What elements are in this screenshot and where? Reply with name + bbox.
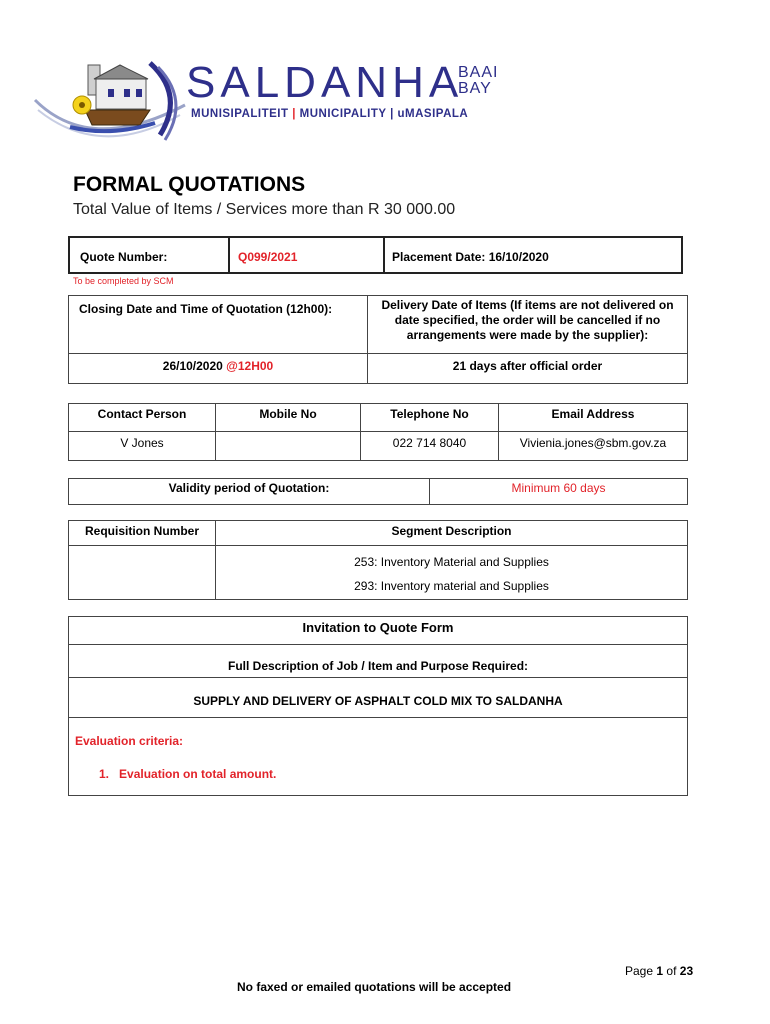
- full-description-value: SUPPLY AND DELIVERY OF ASPHALT COLD MIX TO SALDANHA: [69, 678, 688, 718]
- requisition-number-header: Requisition Number: [69, 521, 216, 546]
- evaluation-criteria: [69, 718, 688, 796]
- invitation-title: Invitation to Quote Form: [69, 617, 688, 645]
- segment-item: 253: Inventory Material and Supplies: [354, 555, 549, 569]
- segment-description-header: Segment Description: [216, 521, 688, 546]
- evaluation-criteria-label: Evaluation criteria:: [75, 734, 184, 748]
- contact-person-value: V Jones: [69, 432, 216, 461]
- contact-person-header: Contact Person: [69, 404, 216, 432]
- validity-table: [68, 478, 688, 505]
- mobile-no-header: Mobile No: [216, 404, 361, 432]
- segment-item: 293: Inventory material and Supplies: [354, 579, 549, 593]
- validity-label: Validity period of Quotation:: [69, 479, 430, 505]
- quote-number-value: Q099/2021: [229, 237, 384, 273]
- validity-value: Minimum 60 days: [430, 479, 688, 505]
- invitation-table: [68, 616, 688, 796]
- telephone-no-header: Telephone No: [361, 404, 499, 432]
- full-description-label: Full Description of Job / Item and Purpose Required:: [69, 645, 688, 678]
- contact-table: [68, 403, 688, 461]
- email-address-value: Vivienia.jones@sbm.gov.za: [499, 432, 688, 461]
- evaluation-criteria-item: 1. Evaluation on total amount.: [99, 767, 277, 781]
- logo-baai-bay: BAAI BAY: [458, 64, 499, 97]
- email-address-header: Email Address: [499, 404, 688, 432]
- quote-number-label: Quote Number:: [69, 237, 229, 273]
- logo-wordmark: SALDANHA: [186, 58, 464, 107]
- requisition-number-value: [69, 546, 216, 600]
- logo-emblem-icon: [30, 55, 190, 145]
- segment-description-list: [216, 546, 688, 600]
- closing-date-label: Closing Date and Time of Quotation (12h00):: [69, 296, 368, 354]
- closing-date-value: 26/10/2020 @12H00: [69, 354, 368, 384]
- requisition-table: [68, 520, 688, 600]
- placement-date: Placement Date: 16/10/2020: [384, 237, 682, 273]
- telephone-no-value: 022 714 8040: [361, 432, 499, 461]
- footer-note: No faxed or emailed quotations will be accepted: [237, 980, 512, 994]
- page-subtitle: Total Value of Items / Services more than R 30 000.00: [73, 201, 456, 218]
- scm-note: To be completed by SCM: [73, 276, 174, 286]
- mobile-no-value: [216, 432, 361, 461]
- closing-delivery-table: [68, 295, 688, 384]
- delivery-date-label: Delivery Date of Items (If items are not delivered on date specified, the order will be cancelled if no arrangements were made by the supplier):: [368, 296, 688, 354]
- delivery-date-value: 21 days after official order: [368, 354, 688, 384]
- quote-number-table: [68, 236, 683, 274]
- page-title: FORMAL QUOTATIONS: [73, 173, 306, 196]
- page-number: Page 1 of 23: [625, 964, 694, 978]
- logo-subtitle: MUNISIPALITEIT | MUNICIPALITY | uMASIPALA: [191, 108, 469, 120]
